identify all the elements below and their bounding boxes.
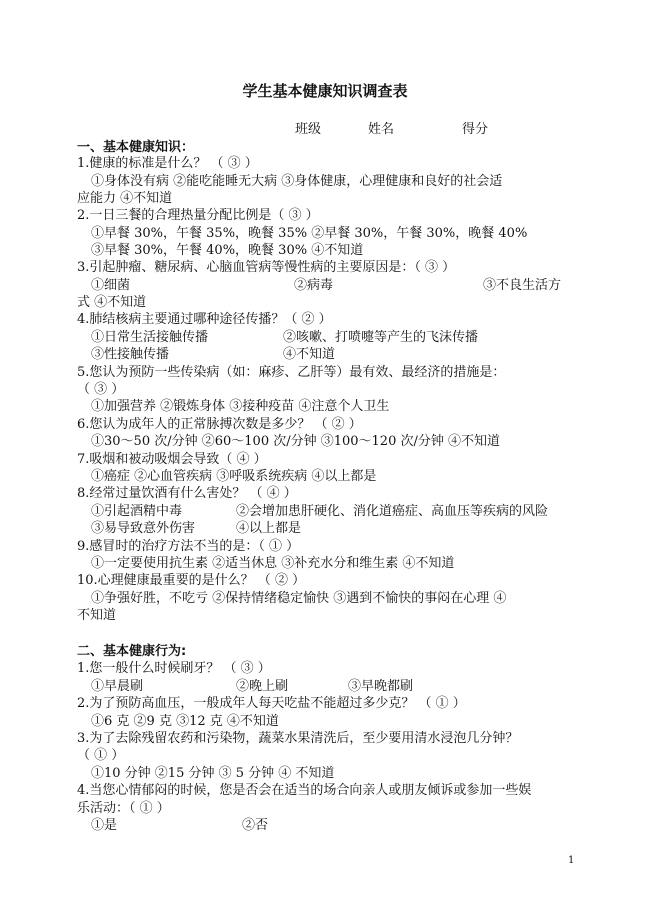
question-line: 7.吸烟和被动吸烟会导致（ ④ ）: [77, 452, 267, 467]
answer-option: ①细菌: [91, 278, 131, 293]
answer-option: ④以上都是: [236, 521, 302, 536]
answer-options: ①癌症 ②心血管疾病 ③呼吸系统疾病 ④以上都是: [91, 469, 377, 484]
question-line: 10.心理健康最重要的是什么？ （ ② ）: [77, 573, 306, 588]
answer-options: ①6 克 ②9 克 ③12 克 ④不知道: [91, 714, 279, 729]
question-line: 1.健康的标准是什么？ （ ③ ）: [77, 156, 258, 171]
question-line: 5.您认为预防一些传染病（如：麻疹、乙肝等）最有效、最经济的措施是：: [77, 365, 506, 380]
answer-option: ④不知道: [283, 347, 336, 362]
question-answer: （ ① ）: [77, 748, 125, 763]
answer-options: ①争强好胜，不吃亏 ②保持情绪稳定愉快 ③遇到不愉快的事闷在心理 ④: [91, 591, 507, 606]
answer-options: 应能力 ④不知道: [77, 191, 173, 206]
answer-option: ①引起酒精中毒: [91, 504, 183, 519]
question-answer: （ ③ ）: [77, 382, 125, 397]
answer-options: 式 ④不知道: [77, 295, 147, 310]
class-field-label: 班级: [295, 122, 322, 137]
answer-options: ①身体没有病 ②能吃能睡无大病 ③身体健康，心理健康和良好的社会适: [91, 174, 503, 189]
answer-option: ②会增加患肝硬化、消化道癌症、高血压等疾病的风险: [236, 504, 549, 519]
answer-option: ③早晚都刷: [348, 679, 414, 694]
answer-option: ③性接触传播: [91, 347, 170, 362]
question-line: 4.肺结核病主要通过哪种途径传播？（ ② ）: [77, 312, 332, 327]
answer-options: ③早餐 30%，午餐 40%，晚餐 30% ④不知道: [91, 243, 364, 258]
question-line: 2.一日三餐的合理热量分配比例是（ ③ ）: [77, 208, 319, 223]
answer-option: ①早晨刷: [91, 679, 144, 694]
answer-options: ①10 分钟 ②15 分钟 ③ 5 分钟 ④ 不知道: [91, 766, 335, 781]
question-line: 8.经常过量饮酒有什么害处？ （ ④ ）: [77, 486, 297, 501]
answer-option: ①是: [91, 818, 118, 833]
answer-option: ①日常生活接触传播: [91, 330, 209, 345]
page-number: 1: [568, 855, 575, 866]
answer-options: 不知道: [77, 608, 117, 623]
answer-options: ①30～50 次/分钟 ②60～100 次/分钟 ③100～120 次/分钟 ④不知道: [91, 434, 500, 449]
question-line: 3.为了去除残留农药和污染物，蔬菜水果清洗后，至少要用清水浸泡几分钟？: [77, 731, 519, 746]
answer-option: ③不良生活方: [483, 278, 562, 293]
answer-options: ①早餐 30%，午餐 35%，晚餐 35% ②早餐 30%，午餐 30%，晚餐 40%: [91, 226, 528, 241]
question-answer: 乐活动：（ ① ）: [77, 801, 170, 816]
question-line: 3.引起肿瘤、糖尿病、心脑血管病等慢性病的主要原因是：（ ③ ）: [77, 260, 456, 275]
section-2-heading: 二、基本健康行为:: [77, 644, 187, 659]
answer-option: ②咳嗽、打喷嚏等产生的飞沫传播: [283, 330, 479, 345]
page-title: 学生基本健康知识调查表: [242, 82, 408, 100]
answer-option: ②否: [242, 818, 269, 833]
answer-option: ②病毒: [294, 278, 334, 293]
answer-options: ①一定要使用抗生素 ②适当休息 ③补充水分和维生素 ④不知道: [91, 556, 455, 571]
name-field-label: 姓名: [368, 122, 395, 137]
question-line: 2.为了预防高血压，一般成年人每天吃盐不能超过多少克？ （ ① ）: [77, 696, 466, 711]
answer-option: ②晚上刷: [236, 679, 289, 694]
section-1-heading: 一、基本健康知识：: [77, 140, 195, 155]
score-field-label: 得分: [462, 122, 489, 137]
question-line: 6.您认为成年人的正常脉搏次数是多少？ （ ② ）: [77, 417, 362, 432]
answer-options: ①加强营养 ②锻炼身体 ③接种疫苗 ④注意个人卫生: [91, 399, 390, 414]
question-line: 1.您一般什么时候刷牙？ （ ③ ）: [77, 661, 271, 676]
question-line: 4.当您心情郁闷的时候，您是否会在适当的场合向亲人或朋友倾诉或参加一些娱: [77, 783, 532, 798]
answer-option: ③易导致意外伤害: [91, 521, 196, 536]
question-line: 9.感冒时的治疗方法不当的是：（ ① ）: [77, 539, 300, 554]
